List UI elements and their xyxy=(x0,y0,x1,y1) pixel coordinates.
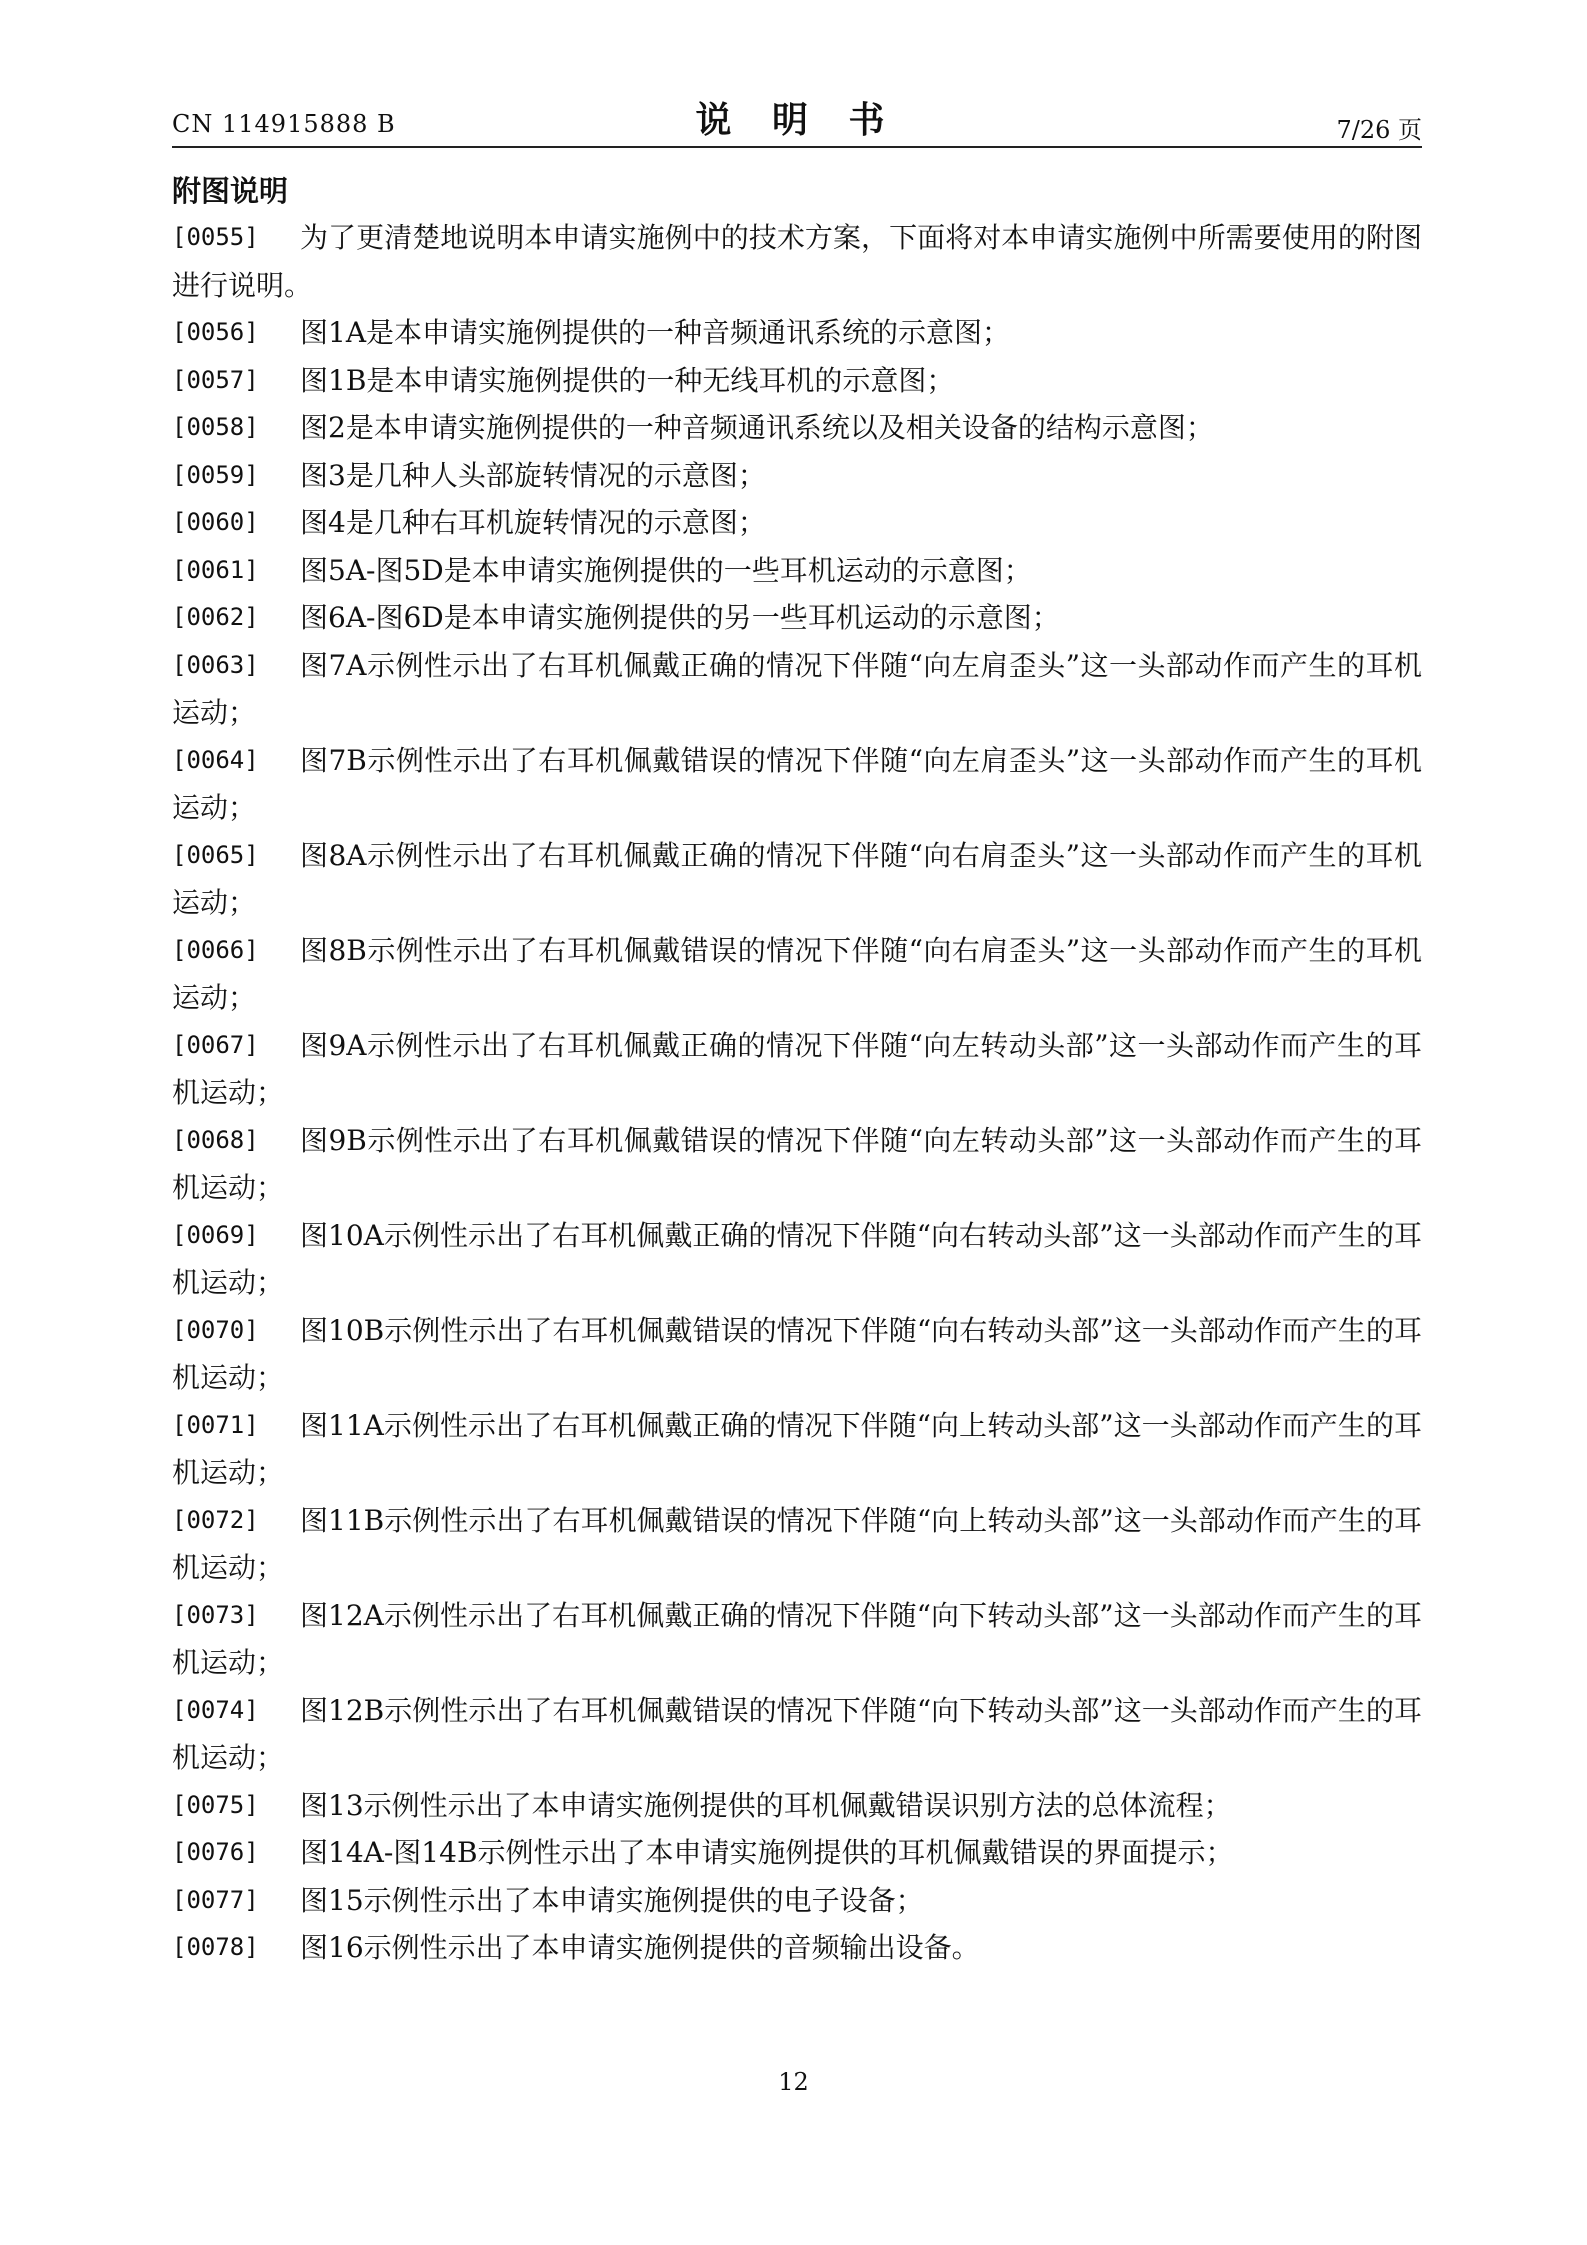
paragraph xyxy=(172,357,1422,405)
paragraph-text: 图1B是本申请实施例提供的一种无线耳机的示意图； xyxy=(300,363,955,397)
paragraph-number: [0076] xyxy=(172,1838,259,1866)
paragraph xyxy=(172,1877,1422,1925)
paragraph xyxy=(172,547,1422,595)
paragraph-text: 图15示例性示出了本申请实施例提供的电子设备； xyxy=(300,1883,924,1917)
paragraph xyxy=(172,832,1422,927)
paragraph-text: 图9A示例性示出了右耳机佩戴正确的情况下伴随“向左转动头部”这一头部动作而产生的耳机运动； xyxy=(172,1028,1422,1109)
paragraph-number: [0072] xyxy=(172,1505,259,1534)
paragraph-text: 图8B示例性示出了右耳机佩戴错误的情况下伴随“向右肩歪头”这一头部动作而产生的耳机运动； xyxy=(172,933,1422,1014)
paragraph-text: 图6A-图6D是本申请实施例提供的另一些耳机运动的示意图； xyxy=(300,601,1060,634)
paragraph-number: [0059] xyxy=(172,460,259,489)
paragraph-number: [0057] xyxy=(172,365,259,394)
paragraph-text: 图11A示例性示出了右耳机佩戴正确的情况下伴随“向上转动头部”这一头部动作而产生的耳机运动； xyxy=(172,1408,1422,1489)
paragraph-number: [0070] xyxy=(172,1315,259,1344)
paragraph-number: [0069] xyxy=(172,1220,259,1249)
paragraph-number: [0074] xyxy=(172,1695,259,1724)
page-indicator: 7/26 页 xyxy=(1336,116,1422,144)
paragraph-text: 图16示例性示出了本申请实施例提供的音频输出设备。 xyxy=(300,1931,980,1964)
paragraph-number: [0071] xyxy=(172,1410,259,1439)
patent-number: CN 114915888 B xyxy=(172,110,396,138)
paragraph-number: [0056] xyxy=(172,318,259,346)
paragraph-text: 图2是本申请实施例提供的一种音频通讯系统以及相关设备的结构示意图； xyxy=(300,411,1214,444)
page-header xyxy=(172,92,1422,148)
paragraph xyxy=(172,1829,1422,1877)
paragraph xyxy=(172,214,1422,309)
page-number: 12 xyxy=(778,2068,809,2096)
paragraph-text: 图7A示例性示出了右耳机佩戴正确的情况下伴随“向左肩歪头”这一头部动作而产生的耳机运动； xyxy=(172,648,1422,729)
paragraph-text: 图5A-图5D是本申请实施例提供的一些耳机运动的示意图； xyxy=(300,553,1032,587)
paragraph xyxy=(172,1117,1422,1212)
paragraph-text: 图3是几种人头部旋转情况的示意图； xyxy=(300,458,766,492)
paragraph-text: 图14A-图14B示例性示出了本申请实施例提供的耳机佩戴错误的界面提示； xyxy=(300,1836,1234,1869)
section-heading: 附图说明 xyxy=(172,174,289,208)
paragraph-number: [0058] xyxy=(172,413,259,441)
paragraph-number: [0078] xyxy=(172,1933,259,1961)
paragraph-text: 图9B示例性示出了右耳机佩戴错误的情况下伴随“向左转动头部”这一头部动作而产生的耳机运动； xyxy=(172,1123,1422,1204)
paragraph-number: [0064] xyxy=(172,745,259,774)
header-rule xyxy=(172,146,1422,148)
paragraph-number: [0060] xyxy=(172,508,259,536)
paragraph xyxy=(172,1592,1422,1687)
paragraph xyxy=(172,1687,1422,1782)
paragraph-number: [0068] xyxy=(172,1125,259,1154)
paragraph-text: 图10B示例性示出了右耳机佩戴错误的情况下伴随“向右转动头部”这一头部动作而产生的耳机运动； xyxy=(172,1313,1422,1394)
paragraph xyxy=(172,927,1422,1022)
paragraph xyxy=(172,737,1422,832)
paragraph-list xyxy=(172,214,1422,1972)
paragraph-number: [0073] xyxy=(172,1600,259,1629)
paragraph-text: 图1A是本申请实施例提供的一种音频通讯系统的示意图； xyxy=(300,316,1011,349)
paragraph xyxy=(172,1212,1422,1307)
paragraph xyxy=(172,594,1422,642)
paragraph-number: [0066] xyxy=(172,935,259,964)
paragraph-text: 图7B示例性示出了右耳机佩戴错误的情况下伴随“向左肩歪头”这一头部动作而产生的耳机运动； xyxy=(172,743,1422,824)
paragraph-number: [0077] xyxy=(172,1885,259,1914)
paragraph-text: 图4是几种右耳机旋转情况的示意图； xyxy=(300,506,766,539)
document-title: 说 明 书 xyxy=(695,99,899,141)
paragraph-text: 为了更清楚地说明本申请实施例中的技术方案，下面将对本申请实施例中所需要使用的附图进行说明。 xyxy=(172,221,1422,302)
paragraph-text: 图10A示例性示出了右耳机佩戴正确的情况下伴随“向右转动头部”这一头部动作而产生的耳机运动； xyxy=(172,1218,1422,1299)
paragraph-number: [0075] xyxy=(172,1790,259,1819)
paragraph-text: 图12B示例性示出了右耳机佩戴错误的情况下伴随“向下转动头部”这一头部动作而产生的耳机运动； xyxy=(172,1693,1422,1774)
paragraph xyxy=(172,452,1422,500)
paragraph-number: [0055] xyxy=(172,223,259,251)
paragraph xyxy=(172,1924,1422,1972)
paragraph xyxy=(172,309,1422,357)
paragraph-number: [0063] xyxy=(172,650,259,679)
paragraph-number: [0062] xyxy=(172,603,259,631)
paragraph xyxy=(172,1497,1422,1592)
paragraph-number: [0061] xyxy=(172,555,259,584)
paragraph-number: [0065] xyxy=(172,840,259,869)
paragraph-text: 图8A示例性示出了右耳机佩戴正确的情况下伴随“向右肩歪头”这一头部动作而产生的耳机运动； xyxy=(172,838,1422,919)
paragraph-text: 图12A示例性示出了右耳机佩戴正确的情况下伴随“向下转动头部”这一头部动作而产生的耳机运动； xyxy=(172,1598,1422,1679)
paragraph xyxy=(172,1782,1422,1830)
paragraph-text: 图13示例性示出了本申请实施例提供的耳机佩戴错误识别方法的总体流程； xyxy=(300,1788,1232,1822)
paragraph xyxy=(172,1022,1422,1117)
paragraph xyxy=(172,499,1422,547)
document-body xyxy=(172,168,1422,1972)
paragraph xyxy=(172,1402,1422,1497)
paragraph xyxy=(172,1307,1422,1402)
paragraph-text: 图11B示例性示出了右耳机佩戴错误的情况下伴随“向上转动头部”这一头部动作而产生的耳机运动； xyxy=(172,1503,1422,1584)
paragraph xyxy=(172,642,1422,737)
paragraph-number: [0067] xyxy=(172,1030,259,1059)
paragraph xyxy=(172,404,1422,452)
